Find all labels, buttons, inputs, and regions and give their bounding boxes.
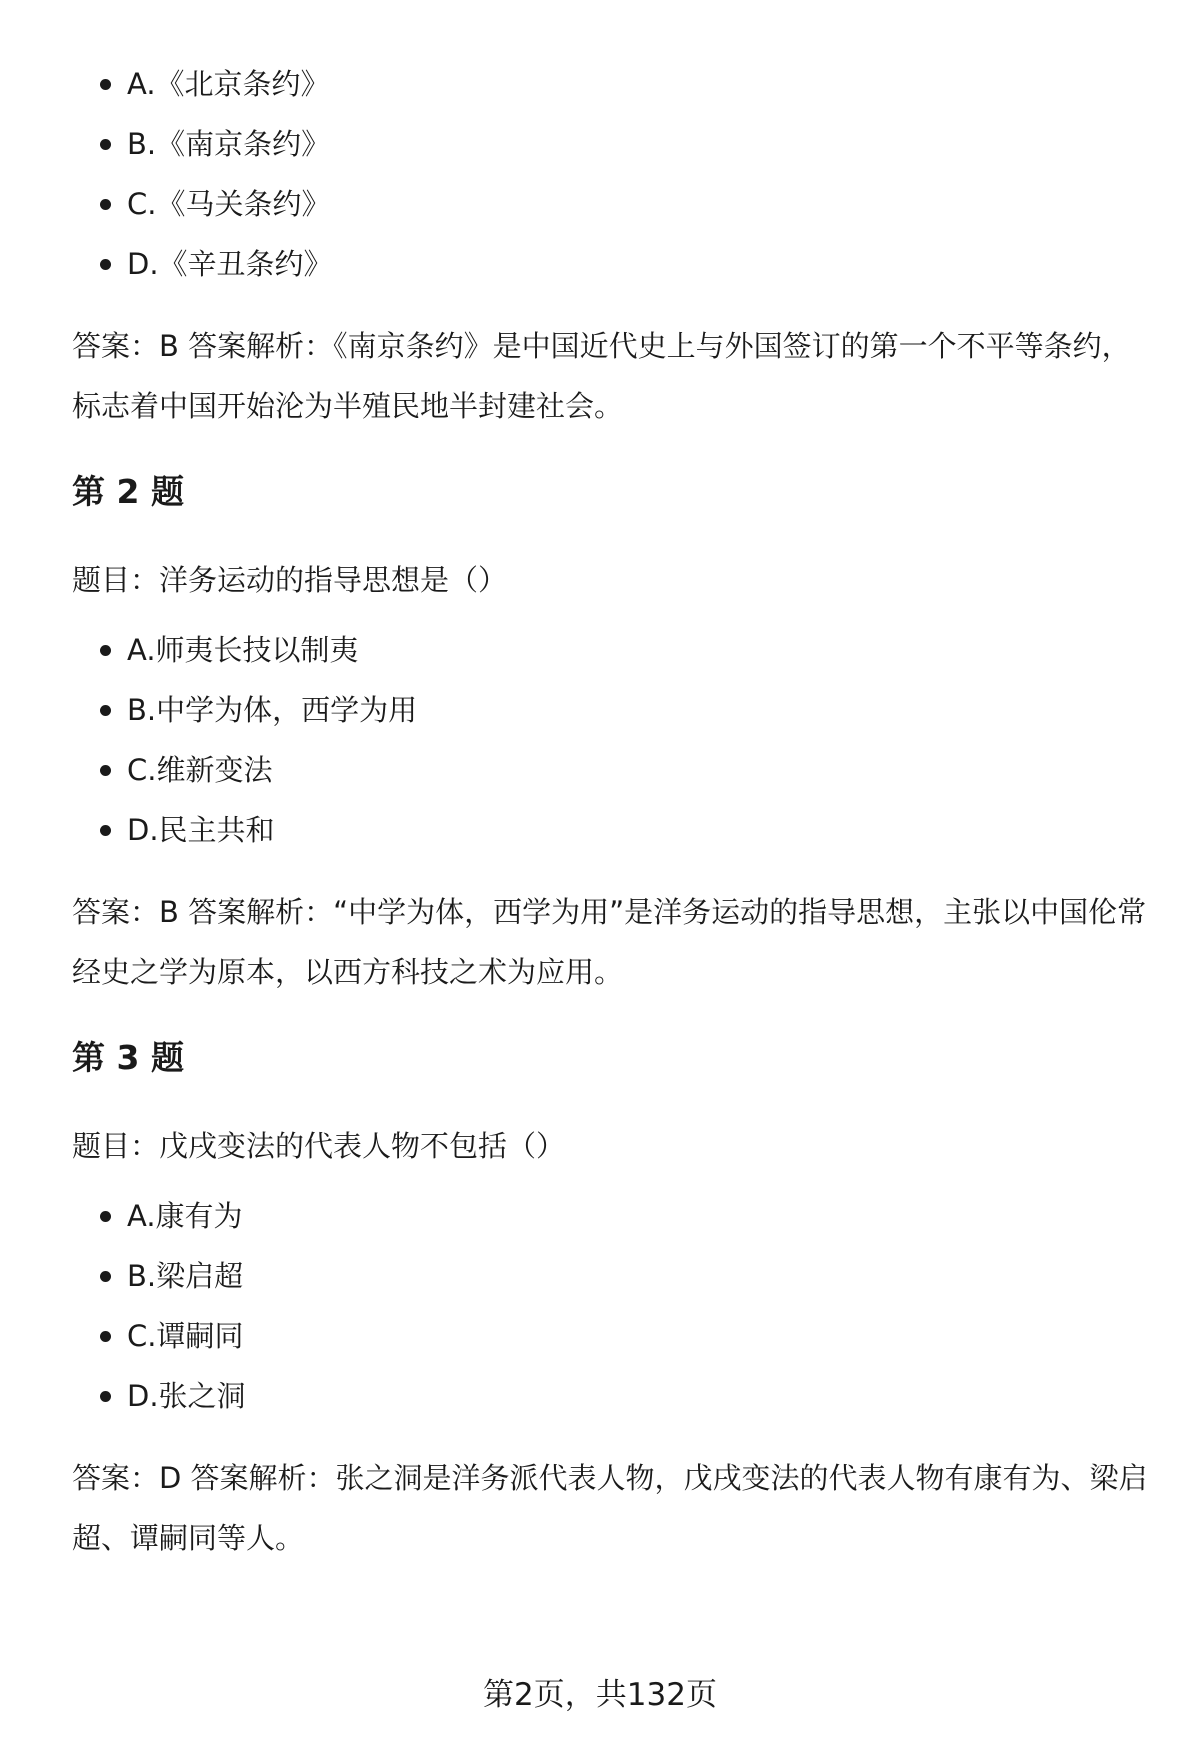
option-label: B.梁启超 bbox=[127, 1259, 244, 1293]
q1-options bbox=[72, 54, 1152, 294]
q2-heading: 第 2 题 bbox=[72, 472, 184, 511]
q2-option-a bbox=[72, 620, 1152, 680]
q2-options bbox=[72, 620, 1152, 860]
q2-option-c bbox=[72, 740, 1152, 800]
q1-answer: 答案：B 答案解析：《南京条约》是中国近代史上与外国签订的第一个不平等条约，标志着中国开始沦为半殖民地半封建社会。 bbox=[72, 329, 1131, 423]
option-label: D.民主共和 bbox=[127, 813, 275, 847]
bullet-icon bbox=[100, 825, 111, 836]
option-label: B.《南京条约》 bbox=[127, 127, 331, 161]
option-label: C.《马关条约》 bbox=[127, 187, 331, 221]
option-label: D.张之洞 bbox=[127, 1379, 246, 1413]
page-content bbox=[72, 54, 1152, 1568]
q1-option-b bbox=[72, 114, 1152, 174]
option-label: B.中学为体，西学为用 bbox=[127, 693, 418, 727]
q3-option-c bbox=[72, 1306, 1152, 1366]
bullet-icon bbox=[100, 259, 111, 270]
q3-question: 题目：戊戌变法的代表人物不包括（） bbox=[72, 1129, 566, 1163]
option-label: D.《辛丑条约》 bbox=[127, 247, 333, 281]
q1-option-c bbox=[72, 174, 1152, 234]
option-label: A.师夷长技以制夷 bbox=[127, 633, 359, 667]
option-label: A.《北京条约》 bbox=[127, 67, 330, 101]
bullet-icon bbox=[100, 1331, 111, 1342]
q3-answer: 答案：D 答案解析：张之洞是洋务派代表人物，戊戌变法的代表人物有康有为、梁启超、谭嗣同等人。 bbox=[72, 1461, 1148, 1555]
bullet-icon bbox=[100, 1391, 111, 1402]
q2-answer: 答案：B 答案解析：“中学为体，西学为用”是洋务运动的指导思想，主张以中国伦常经史之学为原本，以西方科技之术为应用。 bbox=[72, 895, 1147, 989]
bullet-icon bbox=[100, 1271, 111, 1282]
q3-option-a bbox=[72, 1186, 1152, 1246]
option-label: C.维新变法 bbox=[127, 753, 273, 787]
bullet-icon bbox=[100, 79, 111, 90]
option-label: C.谭嗣同 bbox=[127, 1319, 244, 1353]
q3-options bbox=[72, 1186, 1152, 1426]
q1-option-a bbox=[72, 54, 1152, 114]
bullet-icon bbox=[100, 139, 111, 150]
q2-option-b bbox=[72, 680, 1152, 740]
q2-question: 题目：洋务运动的指导思想是（） bbox=[72, 563, 508, 597]
q2-option-d bbox=[72, 800, 1152, 860]
q3-option-d bbox=[72, 1366, 1152, 1426]
bullet-icon bbox=[100, 765, 111, 776]
bullet-icon bbox=[100, 645, 111, 656]
bullet-icon bbox=[100, 705, 111, 716]
q3-heading: 第 3 题 bbox=[72, 1038, 184, 1077]
q1-option-d bbox=[72, 234, 1152, 294]
bullet-icon bbox=[100, 199, 111, 210]
option-label: A.康有为 bbox=[127, 1199, 243, 1233]
q3-option-b bbox=[72, 1246, 1152, 1306]
bullet-icon bbox=[100, 1211, 111, 1222]
page-indicator: 第2页，共132页 bbox=[483, 1677, 717, 1713]
